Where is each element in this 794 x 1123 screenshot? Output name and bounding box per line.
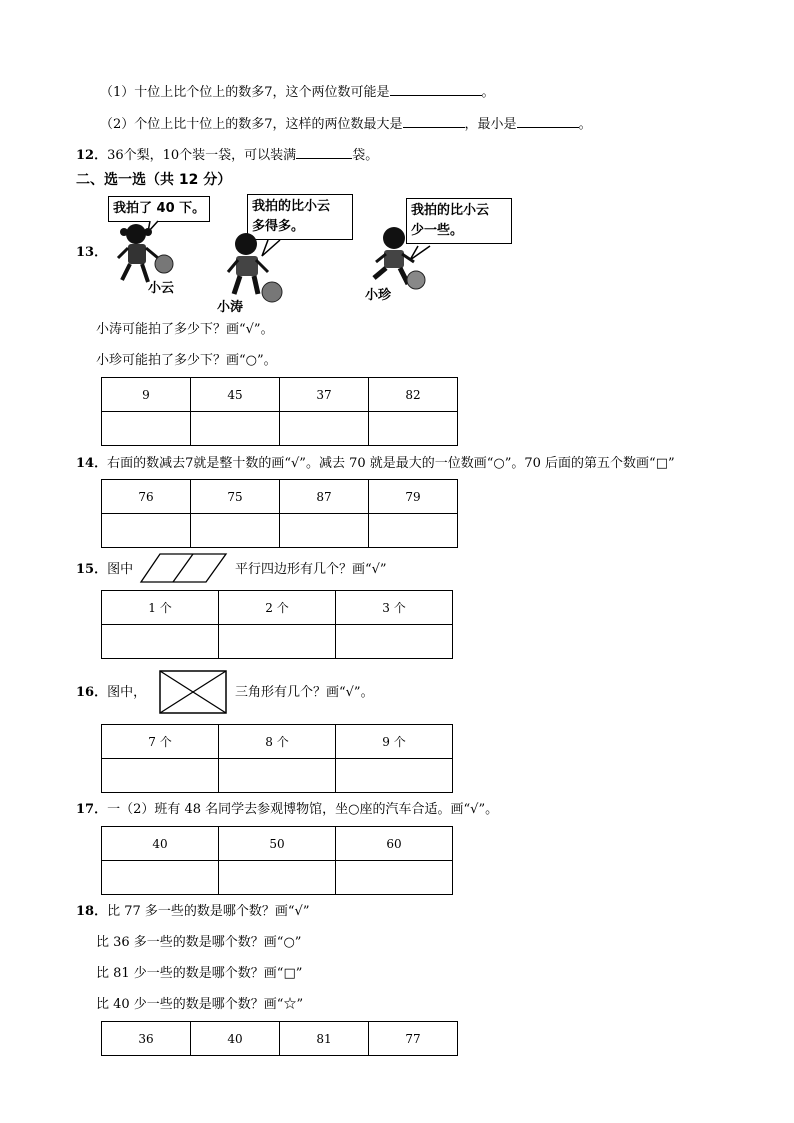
q17-option: 40: [102, 827, 219, 861]
q15-option: 3 个: [336, 591, 453, 625]
q11-part2: （2）个位上比十位上的数多7，这样的两位数最大是 ，最小是 。: [100, 117, 592, 132]
q13-answer-cell[interactable]: [280, 412, 369, 446]
q18-ask-4: 比 40 少一些的数是哪个数？画“☆”: [96, 997, 304, 1012]
q16-prefix: 16．图中，: [76, 685, 147, 700]
q15-option: 1 个: [102, 591, 219, 625]
q13-option: 9: [102, 378, 191, 412]
question-18: 18．比 77 多一些的数是哪个数？画“√”: [76, 904, 310, 919]
q14-answer-table: [101, 479, 458, 548]
q17-option: 50: [219, 827, 336, 861]
q18-answer-table: [101, 1021, 458, 1056]
q17-answer-cell[interactable]: [219, 861, 336, 895]
q17-option: 60: [336, 827, 453, 861]
boy-bouncing-ball-icon: [224, 232, 294, 306]
q15-answer-cell[interactable]: [336, 625, 453, 659]
q16-option: 9 个: [336, 725, 453, 759]
q13-option: 82: [369, 378, 458, 412]
q16-answer-table: [101, 724, 453, 793]
question-12: 12．36个梨，10个装一袋，可以装满 袋。: [76, 148, 379, 163]
kid-name-xiaotao: 小涛: [217, 300, 244, 315]
q16-answer-cell[interactable]: [336, 759, 453, 793]
q13-answer-table: [101, 377, 458, 446]
q14-option: 75: [191, 480, 280, 514]
girl-kicking-ball-icon: [372, 226, 442, 292]
section-title: 二、选一选（共 12 分）: [76, 172, 232, 188]
q13-answer-cell[interactable]: [191, 412, 280, 446]
q18-option: 77: [369, 1022, 458, 1056]
q13-answer-cell[interactable]: [369, 412, 458, 446]
q17-answer-cell[interactable]: [102, 861, 219, 895]
q15-answer-table: [101, 590, 453, 659]
q16-option: 7 个: [102, 725, 219, 759]
q18-option: 40: [191, 1022, 280, 1056]
q13-option: 45: [191, 378, 280, 412]
q18-option: 36: [102, 1022, 191, 1056]
rectangle-diagonals-figure-icon: [159, 670, 227, 714]
speech-bubble-xiaoyun: 我拍了 40 下。: [108, 196, 210, 222]
q17-answer-table: [101, 826, 453, 895]
q16-answer-cell[interactable]: [102, 759, 219, 793]
q15-question: 平行四边形有几个？画“√”: [235, 562, 387, 577]
q13-ask-xiaozhen: 小珍可能拍了多少下？画“○”。: [96, 353, 277, 368]
q14-answer-cell[interactable]: [102, 514, 191, 548]
kid-name-xiaozhen: 小珍: [365, 288, 392, 303]
q14-option: 87: [280, 480, 369, 514]
q13-number: 13．: [76, 245, 108, 260]
question-14: 14．右面的数减去7就是整十数的画“√”。减去 70 就是最大的一位数画“○”。70 后面的第五个数画“□”: [76, 456, 675, 471]
q14-answer-cell[interactable]: [369, 514, 458, 548]
q18-ask-3: 比 81 少一些的数是哪个数？画“□”: [96, 966, 303, 981]
q18-ask-2: 比 36 多一些的数是哪个数？画“○”: [96, 935, 302, 950]
speech-bubble-xiaozhen: 我拍的比小云 少一些。: [406, 198, 512, 244]
question-17: 17．一（2）班有 48 名同学去参观博物馆，坐○座的汽车合适。画“√”。: [76, 802, 499, 817]
q14-answer-cell[interactable]: [191, 514, 280, 548]
kid-name-xiaoyun: 小云: [148, 281, 175, 296]
q17-answer-cell[interactable]: [336, 861, 453, 895]
parallelogram-figure-icon: [140, 552, 228, 584]
q15-option: 2 个: [219, 591, 336, 625]
q15-answer-cell[interactable]: [102, 625, 219, 659]
q13-ask-xiaotao: 小涛可能拍了多少下？画“√”。: [96, 322, 274, 337]
q13-option: 37: [280, 378, 369, 412]
q18-option: 81: [280, 1022, 369, 1056]
q15-prefix: 15．图中: [76, 562, 134, 577]
q14-option: 79: [369, 480, 458, 514]
q13-answer-cell[interactable]: [102, 412, 191, 446]
q15-answer-cell[interactable]: [219, 625, 336, 659]
speech-bubble-xiaotao: 我拍的比小云 多得多。: [247, 194, 353, 240]
q16-answer-cell[interactable]: [219, 759, 336, 793]
q11-part1: （1）十位上比个位上的数多7，这个两位数可能是 。: [100, 85, 495, 100]
q16-question: 三角形有几个？画“√”。: [235, 685, 374, 700]
q14-option: 76: [102, 480, 191, 514]
q14-answer-cell[interactable]: [280, 514, 369, 548]
q16-option: 8 个: [219, 725, 336, 759]
